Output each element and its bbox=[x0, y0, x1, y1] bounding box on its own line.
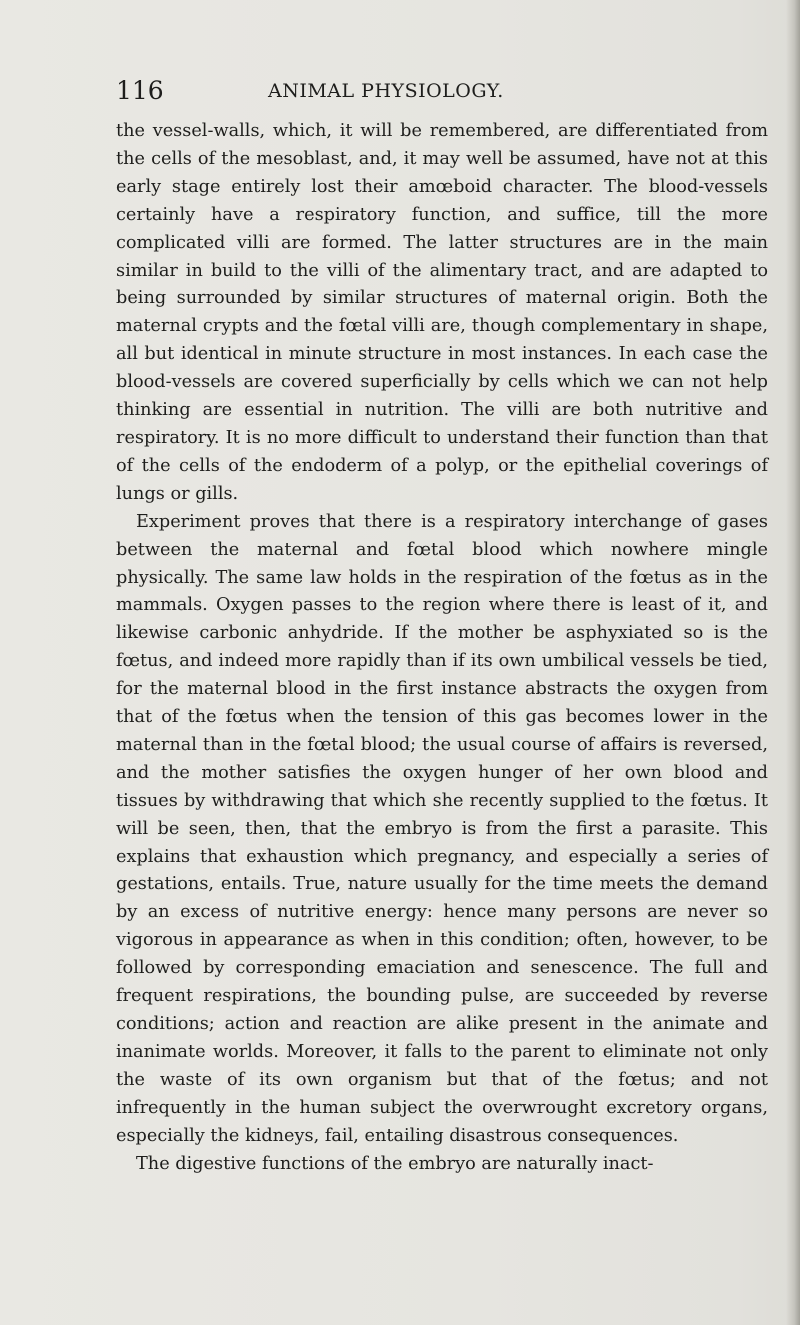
page-header bbox=[116, 74, 756, 108]
page-number: 116 bbox=[116, 76, 164, 105]
running-title: ANIMAL PHYSIOLOGY. bbox=[268, 80, 504, 102]
body-text bbox=[116, 118, 768, 1178]
paragraph-continued: the vessel-walls, which, it will be remembered, are differentiated from the cells of the mesoblast, and, it may well be assumed, have not at this early stage entirely lost their amœboid character. The blood-vessels certainly have a respiratory function, and suffice, till the more complicated villi are formed. The latter structures are in the main similar in build to the villi of the alimentary tract, and are adapted to being surrounded by similar structures of maternal origin. Both the maternal crypts and the fœtal villi are, though complementary in shape, all but identical in minute structure in most instances. In each case the blood-vessels are covered superficially by cells which we can not help thinking are essential in nutrition. The villi are both nutritive and respiratory. It is no more difficult to understand their function than that of the cells of the endoderm of a polyp, or the epithelial coverings of lungs or gills. bbox=[116, 121, 768, 504]
paragraph-digestive: The digestive functions of the embryo are naturally inact- bbox=[136, 1153, 654, 1174]
paragraph-respiration: Experiment proves that there is a respiratory interchange of gases between the maternal and fœtal blood which nowhere mingle physically. The same law holds in the respiration of the fœtus as in the mammals. Oxygen passes to the region where there is least of it, and likewise carbonic anhydride. If the mother be asphyxiated so is the fœtus, and indeed more rapidly than if its own umbilical vessels be tied, for the maternal blood in the first instance abstracts the oxygen from that of the fœtus when the tension of this gas becomes lower in the maternal than in the fœtal blood; the usual course of affairs is reversed, and the mother satisfies the oxygen hunger of her own blood and tissues by withdrawing that which she recently supplied to the fœtus. It will be seen, then, that the embryo is from the first a parasite. This explains that exhaustion which pregnancy, and especially a series of gestations, entails. True, nature usually for the time meets the demand by an excess of nutritive energy: hence many persons are never so vigorous in appearance as when in this condition; often, however, to be followed by corresponding emaciation and senescence. The full and frequent respirations, the bounding pulse, are succeeded by reverse conditions; action and reaction are alike present in the animate and inanimate worlds. Moreover, it falls to the parent to eliminate not only the waste of its own organism but that of the fœtus; and not infrequently in the human subject the overwrought excretory organs, especially the kidneys, fail, entailing disastrous consequences. bbox=[116, 511, 768, 1146]
page-edge-shadow bbox=[786, 0, 800, 1325]
